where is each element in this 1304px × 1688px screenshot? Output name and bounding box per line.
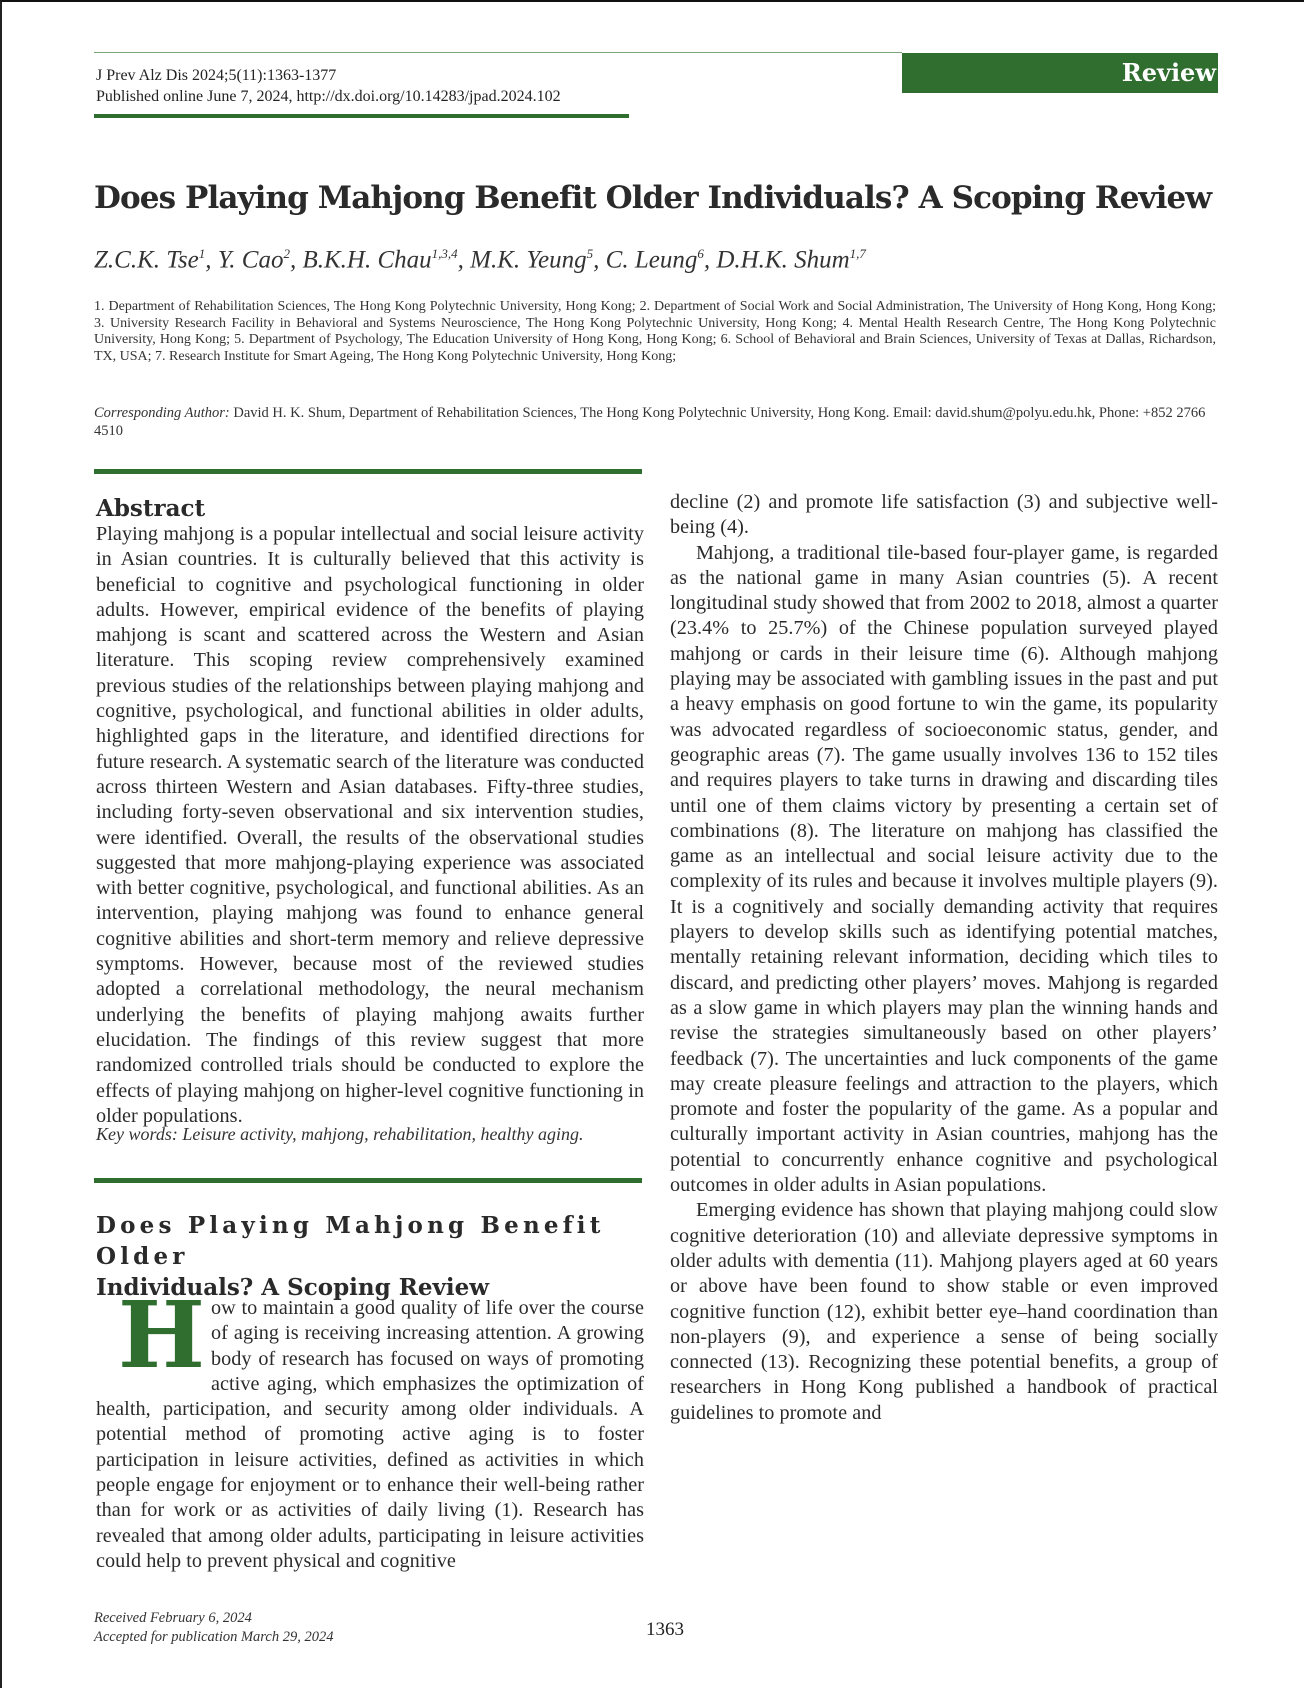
section-heading-line-2: Individuals? A Scoping Review	[96, 1274, 489, 1301]
abstract-top-rule	[94, 469, 642, 474]
author-affiliation-marker: 1	[198, 246, 206, 261]
paragraph: Emerging evidence has shown that playing mahjong could slow cognitive deterioration (10) and alleviate depressive symptoms in older adults with dementia (11). Mahjong players aged at 60 years or above have been found to show stable or even improved cognitive function (12), exhibit better eye–hand coordination than non-players (9), and experience a sense of being socially connected (13). Recognizing these potential benefits, a group of researchers in Hong Kong published a handbook of practical guidelines to promote and	[670, 1199, 1218, 1424]
author: C. Leung	[605, 246, 698, 274]
journal-reference	[96, 65, 561, 107]
abstract-heading: Abstract	[96, 495, 206, 522]
publication-dates	[94, 1609, 333, 1646]
author-affiliation-marker: 2	[283, 246, 290, 261]
header-rule-thin	[94, 52, 902, 53]
article-title: Does Playing Mahjong Benefit Older Individuals? A Scoping Review	[94, 180, 1212, 216]
right-column-text	[670, 490, 1218, 1426]
corresponding-author-details: David H. K. Shum, Department of Rehabilitation Sciences, The Hong Kong Polytechnic University, Hong Kong. Email: david.shum@polyu.edu.hk, Phone: +852 2766 4510	[94, 405, 1206, 439]
paragraph: Mahjong, a traditional tile-based four-player game, is regarded as the national game in many Asian countries (5). A recent longitudinal study showed that from 2002 to 2018, almost a quarter (23.4% to 25.7%) of the Chinese population surveyed played mahjong or cards in their leisure time (6). Although mahjong playing may be associated with gambling issues in the past and put a heavy emphasis on good fortune to win the game, its popularity was advocated regardless of socioeconomic status, gender, and geographic areas (7). The game usually involves 136 to 152 tiles and requires players to take turns in drawing and discarding tiles until one of them claims victory by presenting a certain set of combinations (8). The literature on mahjong has classified the game as an intellectual and social leisure activity due to the complexity of its rules and because it involves multiple players (9). It is a cognitively and socially demanding activity that requires players to develop skills such as identifying potential matches, mentally retaining relevant information, deciding which tiles to discard, and predicting other players’ moves. Mahjong is regarded as a slow game in which players may plan the winning hands and revise the strategies simultaneously based on other players’ feedback (7). The uncertainties and luck components of the game may create pleasure feelings and attraction to the players, which promote and foster the popularity of the game. As a popular and culturally important activity in Asian countries, mahjong has the potential to concurrently enhance cognitive and psychological outcomes in older adults in Asian populations.	[670, 541, 1218, 1197]
author-list: Z.C.K. Tse$^1$, Y. Cao$^2$, B.K.H. Chau$^{1,3,4}$, M.K. Yeung$^5$, C. Leung$^6$, D.H.K. Shum$^{1,7}$	[94, 246, 866, 274]
corresponding-author-label: Corresponding Author:	[94, 405, 230, 421]
section-heading-line-1: Does Playing Mahjong Benefit Older	[96, 1212, 605, 1270]
author-affiliation-marker: 6	[697, 246, 704, 261]
drop-cap: H	[118, 1281, 205, 1389]
abstract-body: Playing mahjong is a popular intellectual and social leisure activity in Asian countries. It is culturally believed that this activity is beneficial to cognitive and psychological functioning in older adults. However, empirical evidence of the benefits of playing mahjong is scant and scattered across the Western and Asian literature. This scoping review comprehensively examined previous studies of the relationships between playing mahjong and cognitive, psychological, and functional abilities in older adults, highlighted gaps in the literature, and identified directions for future research. A systematic search of the literature was conducted across thirteen Western and Asian databases. Fifty-three studies, including forty-seven observational and six intervention studies, were identified. Overall, the results of the observational studies suggested that more mahjong-playing experience was associated with better cognitive, psychological, and functional abilities. As an intervention, playing mahjong was found to enhance general cognitive abilities and short-term memory and relieve depressive symptoms. However, because most of the reviewed studies adopted a correlational methodology, the neural mechanism underlying the benefits of playing mahjong awaits further elucidation. The findings of this review suggest that more randomized controlled trials should be conducted to explore the effects of playing mahjong on higher-level cognitive functioning in older populations.	[96, 523, 644, 1127]
journal-citation: J Prev Alz Dis 2024;5(11):1363-1377	[96, 67, 337, 84]
published-online-doi[interactable]: Published online June 7, 2024, http://dx.doi.org/10.14283/jpad.2024.102	[96, 88, 561, 105]
header-rule-thick	[94, 114, 629, 118]
page-number: 1363	[646, 1619, 684, 1640]
author: D.H.K. Shum	[716, 246, 850, 274]
author: B.K.H. Chau	[302, 246, 432, 274]
abstract-bottom-rule	[94, 1178, 642, 1183]
accepted-date: Accepted for publication March 29, 2024	[94, 1628, 334, 1645]
paragraph: decline (2) and promote life satisfaction (3) and subjective well-being (4).	[670, 491, 1218, 539]
author-affiliation-marker: 5	[586, 246, 594, 261]
introduction-text: ow to maintain a good quality of life over the course of aging is receiving increasing attention. A growing body of research has focused on ways of promoting active aging, which emphasizes the optimization of health, participation, and security among older individuals. A potential method of promoting active aging is to foster participation in leisure activities, defined as activities in which people engage for enjoyment or to enhance their well-being rather than for work or as activities of daily living (1). Research has revealed that among older adults, participating in leisure activities could help to prevent physical and cognitive	[96, 1297, 644, 1572]
author: Y. Cao	[217, 246, 284, 274]
keywords: Key words: Leisure activity, mahjong, rehabilitation, healthy aging.	[96, 1124, 584, 1144]
received-date: Received February 6, 2024	[94, 1610, 252, 1626]
author-affiliation-marker: 1,3,4	[431, 246, 458, 261]
author: M.K. Yeung	[470, 246, 587, 274]
author-affiliation-marker: 1,7	[849, 246, 866, 261]
affiliations: 1. Department of Rehabilitation Sciences, The Hong Kong Polytechnic University, Hong Kong; 2. Department of Social Work and Social Administration, The University of Hong Kong, Hong Kong; 3. University Research Facility in Behavioral and Systems Neuroscience, The Hong Kong Polytechnic University, Hong Kong; 4. Mental Health Research Centre, The Hong Kong Polytechnic University, Hong Kong; 5. Department of Psychology, The Education University of Hong Kong, Hong Kong; 6. School of Behavioral and Brain Sciences, University of Texas at Dallas, Richardson, TX, USA; 7. Research Institute for Smart Ageing, The Hong Kong Polytechnic University, Hong Kong;	[94, 299, 1216, 364]
article-type-banner: Review	[902, 53, 1218, 93]
corresponding-author	[94, 404, 1216, 440]
author: Z.C.K. Tse	[94, 246, 199, 274]
